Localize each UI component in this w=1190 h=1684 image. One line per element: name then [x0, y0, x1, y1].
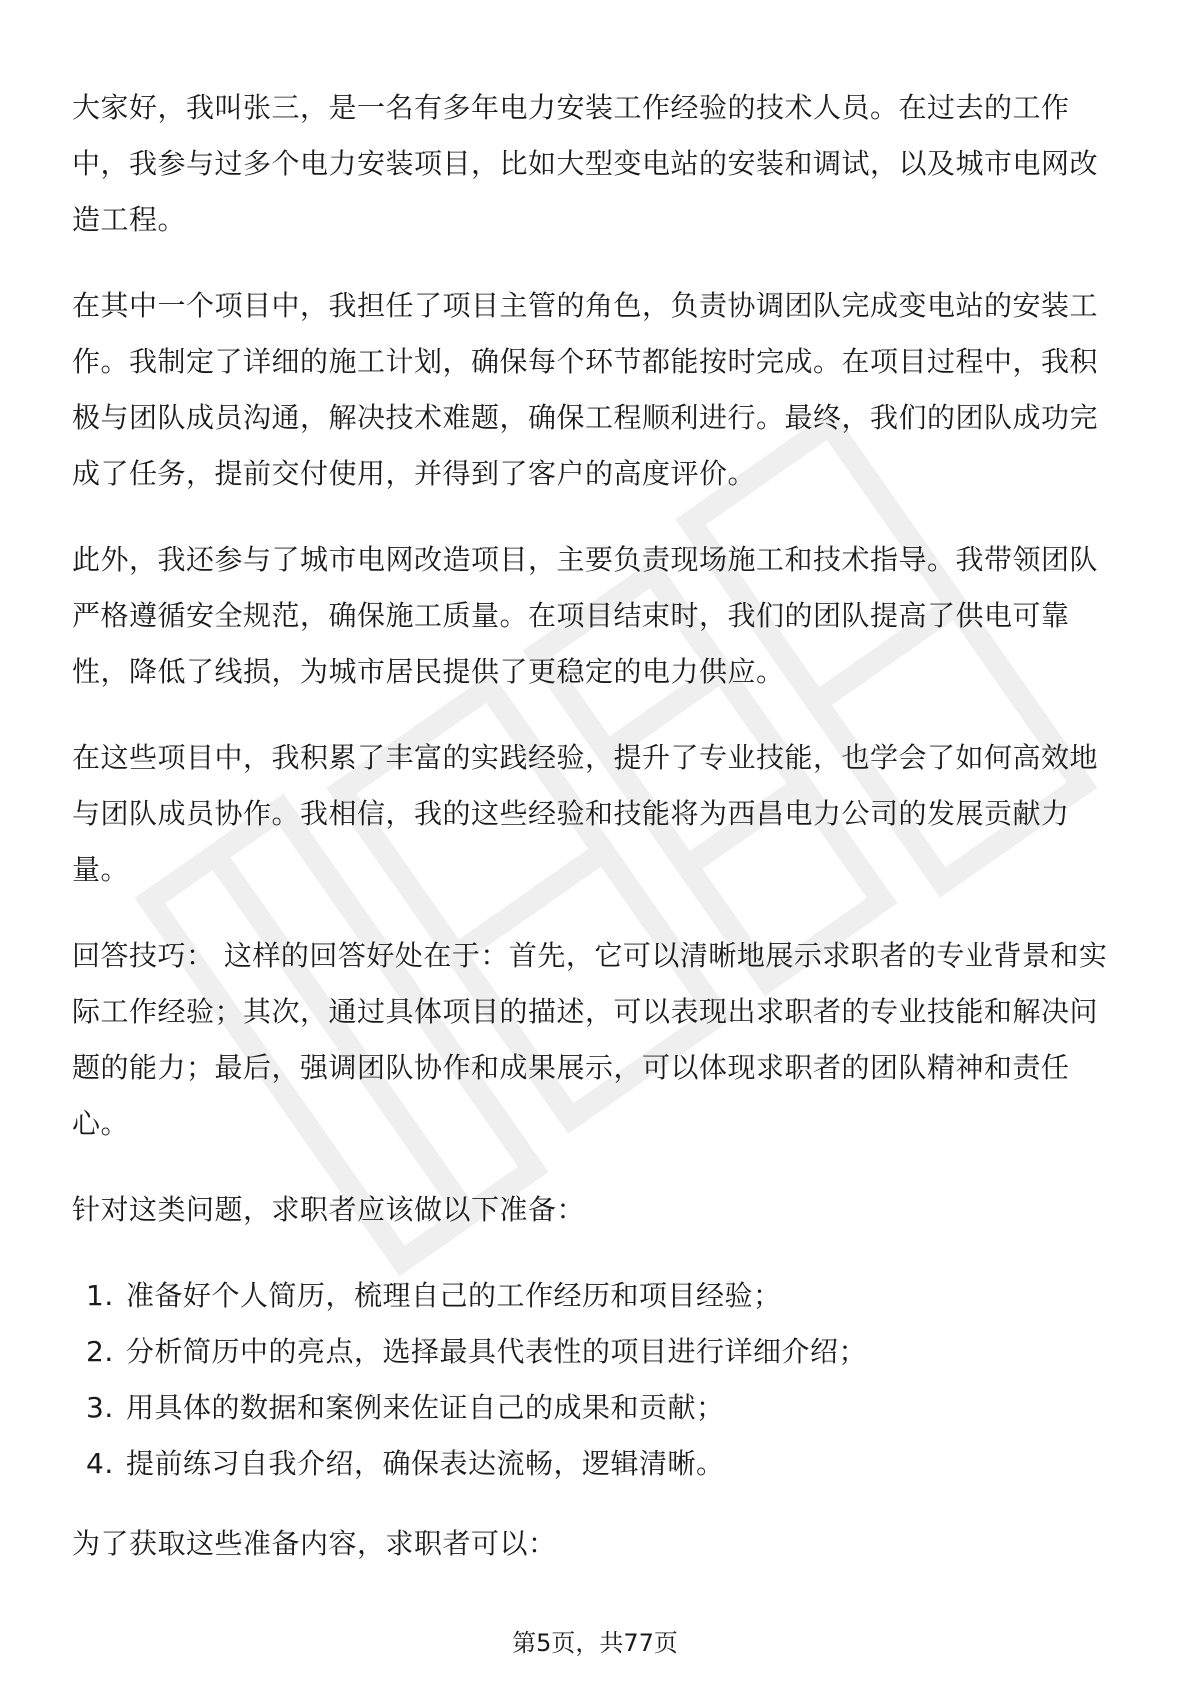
paragraph-closing: 为了获取这些准备内容，求职者可以： — [72, 1527, 557, 1560]
list-item-text: 用具体的数据和案例来佐证自己的成果和贡献； — [126, 1391, 725, 1424]
paragraph-experience-summary: 在这些项目中，我积累了丰富的实践经验，提升了专业技能，也学会了如何高效地与团队成员协作。我相信，我的这些经验和技能将为西昌电力公司的发展贡献力量。 — [72, 741, 1099, 886]
paragraph-answer-tips: 回答技巧： 这样的回答好处在于：首先，它可以清晰地展示求职者的专业背景和实际工作经验；其次，通过具体项目的描述，可以表现出求职者的专业技能和解决问题的能力；最后，强调团队协作和成果展示，可以体现求职者的团队精神和责任心。 — [72, 939, 1108, 1140]
document-body — [72, 80, 1122, 1602]
list-item-number: 2. — [86, 1335, 114, 1368]
list-item — [72, 1268, 1122, 1324]
list-item — [72, 1436, 1122, 1492]
list-item — [72, 1380, 1122, 1436]
list-item-number: 4. — [86, 1447, 114, 1480]
paragraph-intro: 大家好，我叫张三，是一名有多年电力安装工作经验的技术人员。在过去的工作中，我参与过多个电力安装项目，比如大型变电站的安装和调试，以及城市电网改造工程。 — [72, 91, 1099, 236]
list-item-text: 分析简历中的亮点，选择最具代表性的项目进行详细介绍； — [126, 1335, 868, 1368]
list-item-number: 1. — [86, 1279, 114, 1312]
page-footer: 第5页，共77页 — [512, 1629, 678, 1657]
paragraph-project-supervisor: 在其中一个项目中，我担任了项目主管的角色，负责协调团队完成变电站的安装工作。我制定了详细的施工计划，确保每个环节都能按时完成。在项目过程中，我积极与团队成员沟通，解决技术难题，确保工程顺利进行。最终，我们的团队成功完成了任务，提前交付使用，并得到了客户的高度评价。 — [72, 289, 1099, 490]
list-item-text: 准备好个人简历，梳理自己的工作经历和项目经验； — [126, 1279, 782, 1312]
list-item-number: 3. — [86, 1391, 114, 1424]
preparation-list — [72, 1268, 1122, 1492]
paragraph-grid-renovation: 此外，我还参与了城市电网改造项目，主要负责现场施工和技术指导。我带领团队严格遵循安全规范，确保施工质量。在项目结束时，我们的团队提高了供电可靠性，降低了线损，为城市居民提供了更稳定的电力供应。 — [72, 543, 1099, 688]
paragraph-preparation-intro: 针对这类问题，求职者应该做以下准备： — [72, 1193, 586, 1226]
list-item — [72, 1324, 1122, 1380]
list-item-text: 提前练习自我介绍，确保表达流畅，逻辑清晰。 — [126, 1447, 725, 1480]
